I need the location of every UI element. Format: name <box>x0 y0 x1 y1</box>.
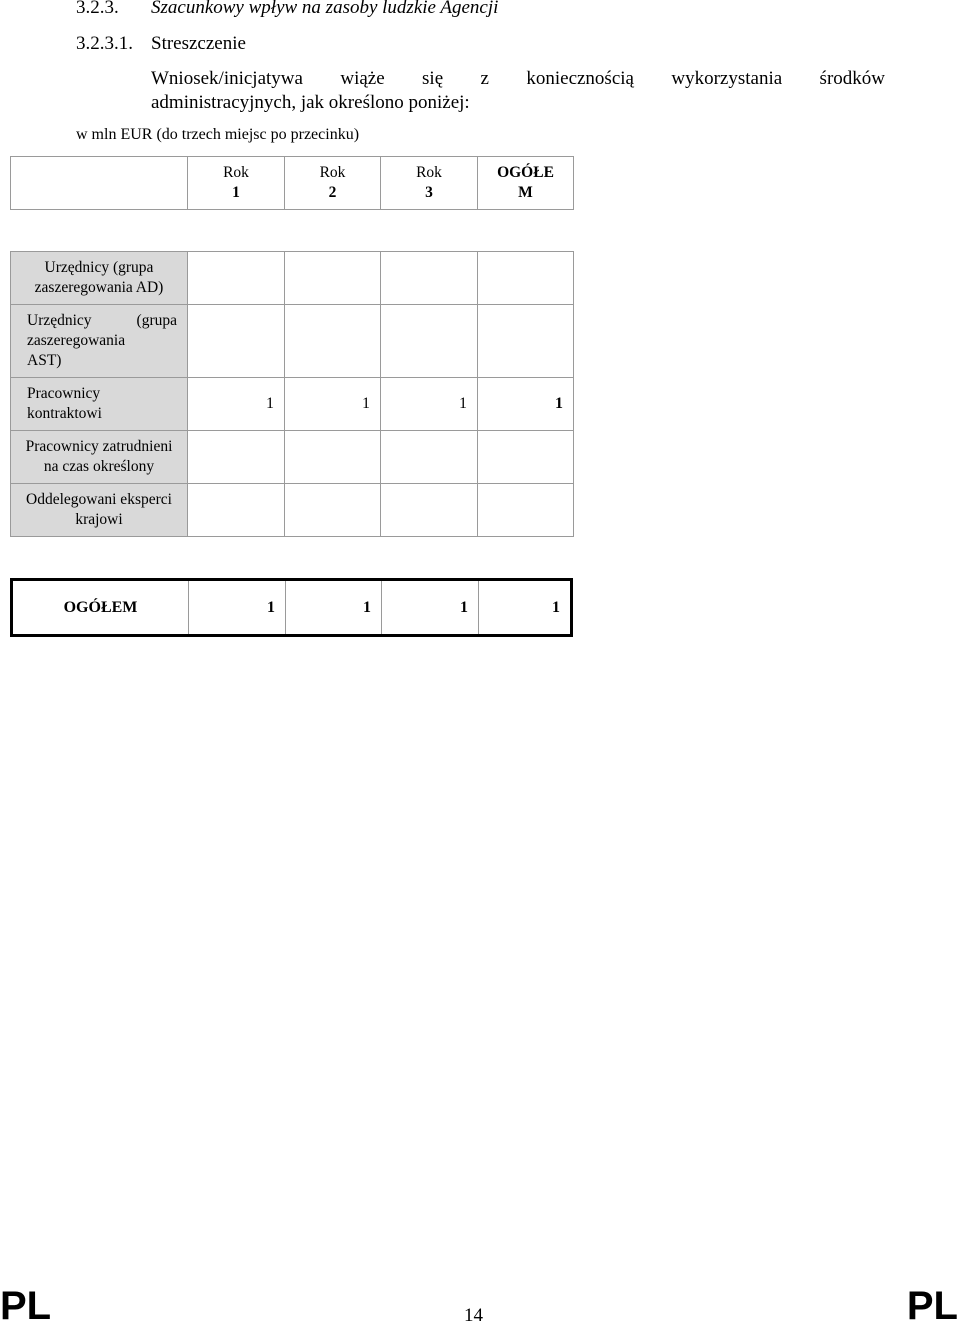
total-row <box>12 580 572 636</box>
table-row <box>11 378 574 431</box>
row-label-seconded: Oddelegowani eksperci krajowi <box>11 484 188 537</box>
cell-value <box>381 305 478 378</box>
paragraph-line-2: administracyjnych, jak określono poniżej: <box>151 92 470 113</box>
header-total: OGÓŁE M <box>478 157 574 210</box>
cell-value-total: 1 <box>478 378 574 431</box>
paragraph-line-1: Wniosek/inicjatywa wiąże się z koniecznością wykorzystania środków <box>151 68 885 89</box>
total-table <box>10 578 573 637</box>
cell-value: 1 <box>188 378 285 431</box>
header-empty-cell <box>11 157 188 210</box>
cell-value <box>285 484 381 537</box>
total-label: OGÓŁEM <box>12 580 189 636</box>
row-label-temporary: Pracownicy zatrudnieni na czas określony <box>11 431 188 484</box>
subsection-title: Streszczenie <box>151 33 246 54</box>
cell-value <box>188 252 285 305</box>
cell-value <box>188 305 285 378</box>
unit-note: w mln EUR (do trzech miejsc po przecinku) <box>76 126 360 143</box>
row-label-ad: Urzędnicy (grupa zaszeregowania AD) <box>11 252 188 305</box>
cell-value <box>285 305 381 378</box>
summary-paragraph <box>151 67 885 115</box>
header-year-1: Rok 1 <box>188 157 285 210</box>
cell-value <box>188 431 285 484</box>
cell-value <box>478 431 574 484</box>
table-row <box>11 305 574 378</box>
cell-value: 1 <box>285 378 381 431</box>
cell-value: 1 <box>381 378 478 431</box>
page-number: 14 <box>464 1305 483 1326</box>
header-table <box>10 156 574 210</box>
cell-value <box>188 484 285 537</box>
cell-value <box>381 252 478 305</box>
table-row <box>11 252 574 305</box>
row-label-contract: Pracownicy kontraktowi <box>11 378 188 431</box>
header-year-3: Rok 3 <box>381 157 478 210</box>
cell-value <box>478 484 574 537</box>
footer-language-left: PL <box>0 1284 52 1328</box>
section-number: 3.2.3. <box>76 0 119 18</box>
footer-language-right: PL <box>906 1284 958 1328</box>
table-row <box>11 431 574 484</box>
table-row <box>11 484 574 537</box>
section-title: Szacunkowy wpływ na zasoby ludzkie Agencji <box>151 0 499 18</box>
header-year-2: Rok 2 <box>285 157 381 210</box>
subsection-number: 3.2.3.1. <box>76 33 133 54</box>
total-value: 1 <box>189 580 286 636</box>
cell-value <box>381 484 478 537</box>
total-value: 1 <box>479 580 572 636</box>
cell-value <box>285 431 381 484</box>
total-value: 1 <box>286 580 382 636</box>
cell-value <box>381 431 478 484</box>
cell-value <box>478 252 574 305</box>
staff-table <box>10 251 574 537</box>
cell-value <box>285 252 381 305</box>
cell-value <box>478 305 574 378</box>
total-value: 1 <box>382 580 479 636</box>
row-label-ast: Urzędnicy (grupa zaszeregowania AST) <box>11 305 188 378</box>
